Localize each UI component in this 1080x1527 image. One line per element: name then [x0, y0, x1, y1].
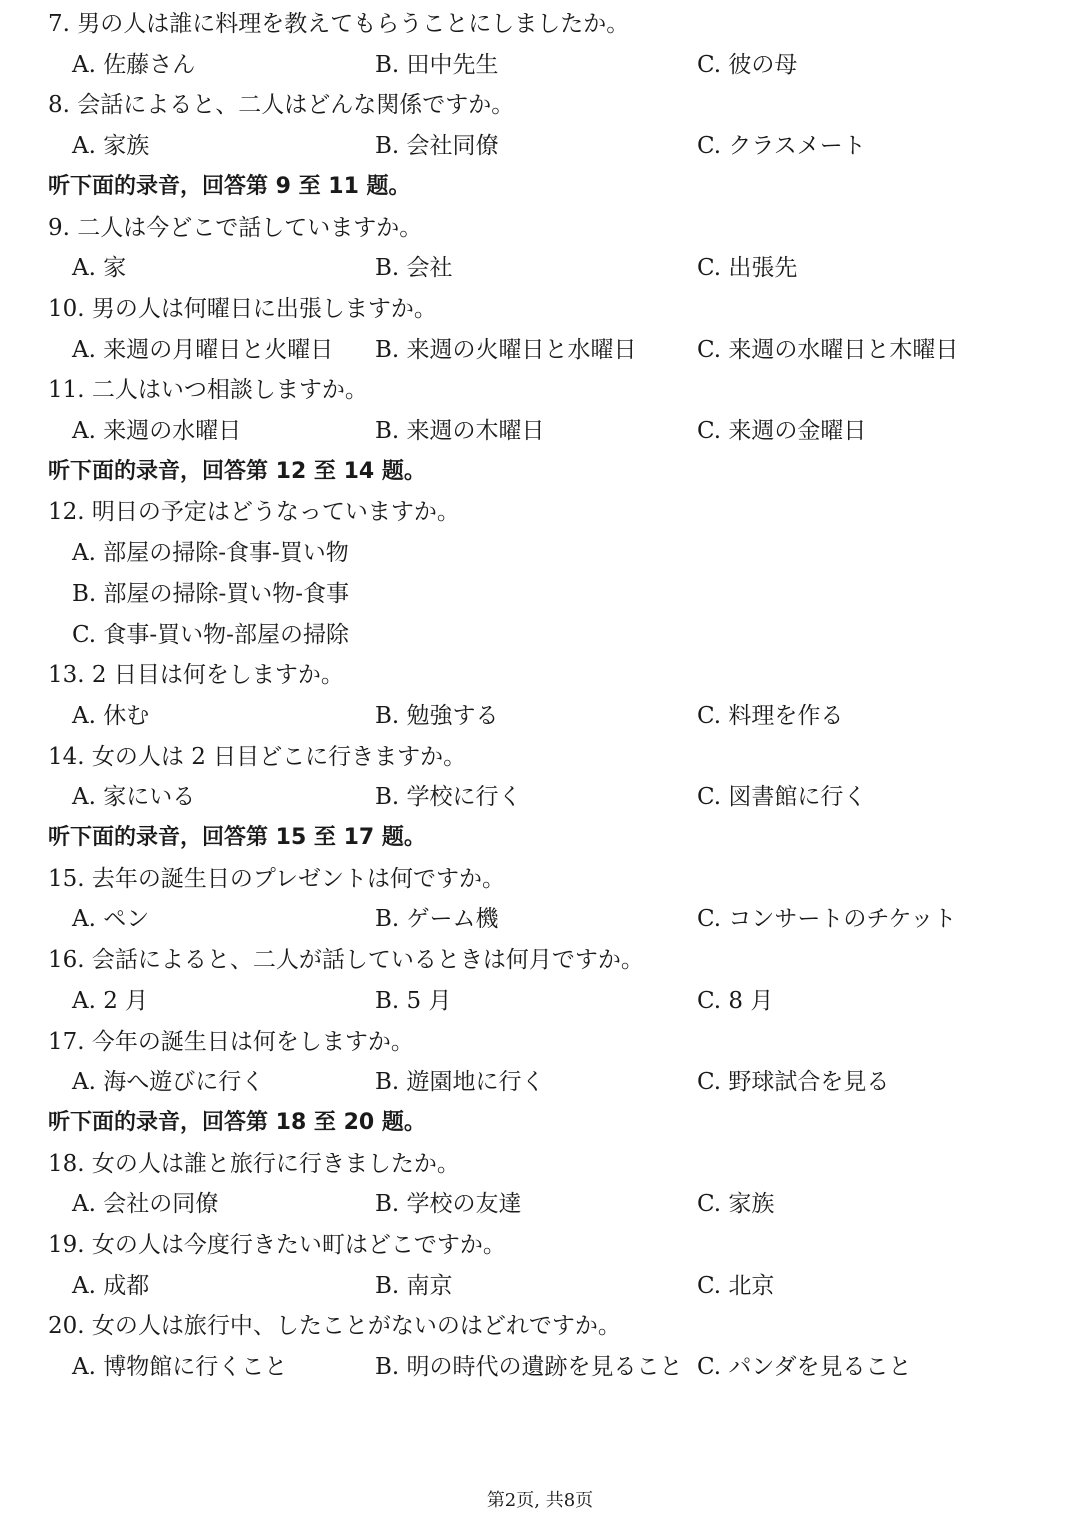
answer-options-row — [0, 330, 1080, 370]
answer-option: A. 部屋の掃除-食事-買い物 — [72, 540, 349, 567]
question-text: 8. 会話によると、二人はどんな関係ですか。 — [48, 92, 515, 119]
option-b: B. 来週の木曜日 — [375, 418, 545, 444]
option-b: B. 遊園地に行く — [375, 1069, 545, 1096]
option-b: B. 勉強する — [375, 702, 499, 729]
section-instruction: 听下面的录音，回答第 15 至 17 题。 — [48, 825, 426, 850]
answer-options-row — [0, 126, 1080, 166]
answer-options-row — [0, 696, 1080, 736]
option-b: B. 田中先生 — [375, 51, 499, 78]
option-b: B. 学校の友達 — [375, 1191, 522, 1218]
question-text: 9. 二人は今どこで話していますか。 — [48, 214, 423, 241]
option-b: B. ゲーム機 — [375, 906, 499, 933]
question-text: 20. 女の人は旅行中、したことがないのはどれですか。 — [48, 1313, 621, 1340]
option-c: C. パンダを見ること — [697, 1354, 912, 1381]
option-a: A. 来週の月曜日と火曜日 — [72, 336, 334, 363]
answer-options-row — [0, 411, 1080, 451]
question-text: 13. 2 日目は何をしますか。 — [48, 662, 344, 689]
option-b: B. 学校に行く — [375, 784, 522, 811]
option-c: C. 家族 — [697, 1191, 775, 1218]
option-c: C. クラスメート — [697, 133, 866, 160]
option-a: A. 家族 — [72, 133, 150, 160]
option-c: C. 来週の金曜日 — [697, 418, 867, 444]
answer-options-row — [0, 1266, 1080, 1306]
option-a: A. 来週の水曜日 — [72, 418, 242, 444]
option-b: B. 会社 — [375, 255, 453, 282]
option-a: A. 会社の同僚 — [72, 1191, 219, 1218]
option-c: C. 料理を作る — [697, 702, 844, 729]
question-text: 16. 会話によると、二人が話しているときは何月ですか。 — [48, 947, 644, 974]
option-c: C. 来週の水曜日と木曜日 — [697, 336, 959, 363]
option-c: C. 図書館に行く — [697, 784, 867, 811]
question-text: 15. 去年の誕生日のプレゼントは何ですか。 — [48, 865, 505, 892]
question-text: 18. 女の人は誰と旅行に行きましたか。 — [48, 1150, 460, 1177]
option-a: A. 家 — [72, 255, 127, 282]
answer-options-row — [0, 45, 1080, 85]
answer-option: B. 部屋の掃除-買い物-食事 — [72, 580, 350, 607]
option-c: C. 彼の母 — [697, 51, 798, 78]
section-instruction: 听下面的录音，回答第 12 至 14 题。 — [48, 458, 426, 484]
question-text: 12. 明日の予定はどうなっていますか。 — [48, 499, 460, 526]
option-a: A. 2 月 — [72, 987, 149, 1014]
option-a: A. 海へ遊びに行く — [72, 1069, 265, 1096]
option-c: C. 北京 — [697, 1272, 775, 1299]
answer-options-row — [0, 248, 1080, 288]
option-c: C. 出張先 — [697, 255, 798, 282]
question-text: 7. 男の人は誰に料理を教えてもらうことにしましたか。 — [48, 11, 630, 37]
answer-options-row — [0, 981, 1080, 1021]
answer-options-row — [0, 899, 1080, 939]
question-text: 14. 女の人は 2 日目どこに行きますか。 — [48, 743, 467, 770]
option-b: B. 南京 — [375, 1272, 453, 1299]
option-a: A. 休む — [72, 702, 150, 729]
question-text: 10. 男の人は何曜日に出張しますか。 — [48, 295, 437, 322]
option-a: A. 佐藤さん — [72, 51, 196, 78]
answer-options-row — [0, 1062, 1080, 1102]
question-text: 19. 女の人は今度行きたい町はどこですか。 — [48, 1232, 506, 1258]
option-b: B. 5 月 — [375, 987, 452, 1014]
option-c: C. 8 月 — [697, 987, 774, 1014]
answer-options-row — [0, 1184, 1080, 1224]
option-a: A. 家にいる — [72, 784, 196, 811]
option-b: B. 来週の火曜日と水曜日 — [375, 336, 637, 363]
page-footer: 第2页, 共8页 — [486, 1490, 594, 1511]
option-b: B. 明の時代の遺跡を見ること — [375, 1354, 683, 1381]
option-a: A. ペン — [72, 906, 150, 933]
answer-options-row — [0, 777, 1080, 817]
question-text: 11. 二人はいつ相談しますか。 — [48, 377, 368, 404]
option-a: A. 博物館に行くこと — [72, 1354, 288, 1381]
option-c: C. 野球試合を見る — [697, 1069, 890, 1096]
answer-option: C. 食事-買い物-部屋の掃除 — [72, 621, 349, 648]
option-c: C. コンサートのチケット — [697, 906, 957, 933]
answer-options-row — [0, 1347, 1080, 1387]
option-b: B. 会社同僚 — [375, 133, 499, 160]
section-instruction: 听下面的录音，回答第 9 至 11 题。 — [48, 173, 411, 199]
section-instruction: 听下面的录音，回答第 18 至 20 题。 — [48, 1109, 426, 1135]
option-a: A. 成都 — [72, 1272, 150, 1299]
question-text: 17. 今年の誕生日は何をしますか。 — [48, 1028, 414, 1055]
